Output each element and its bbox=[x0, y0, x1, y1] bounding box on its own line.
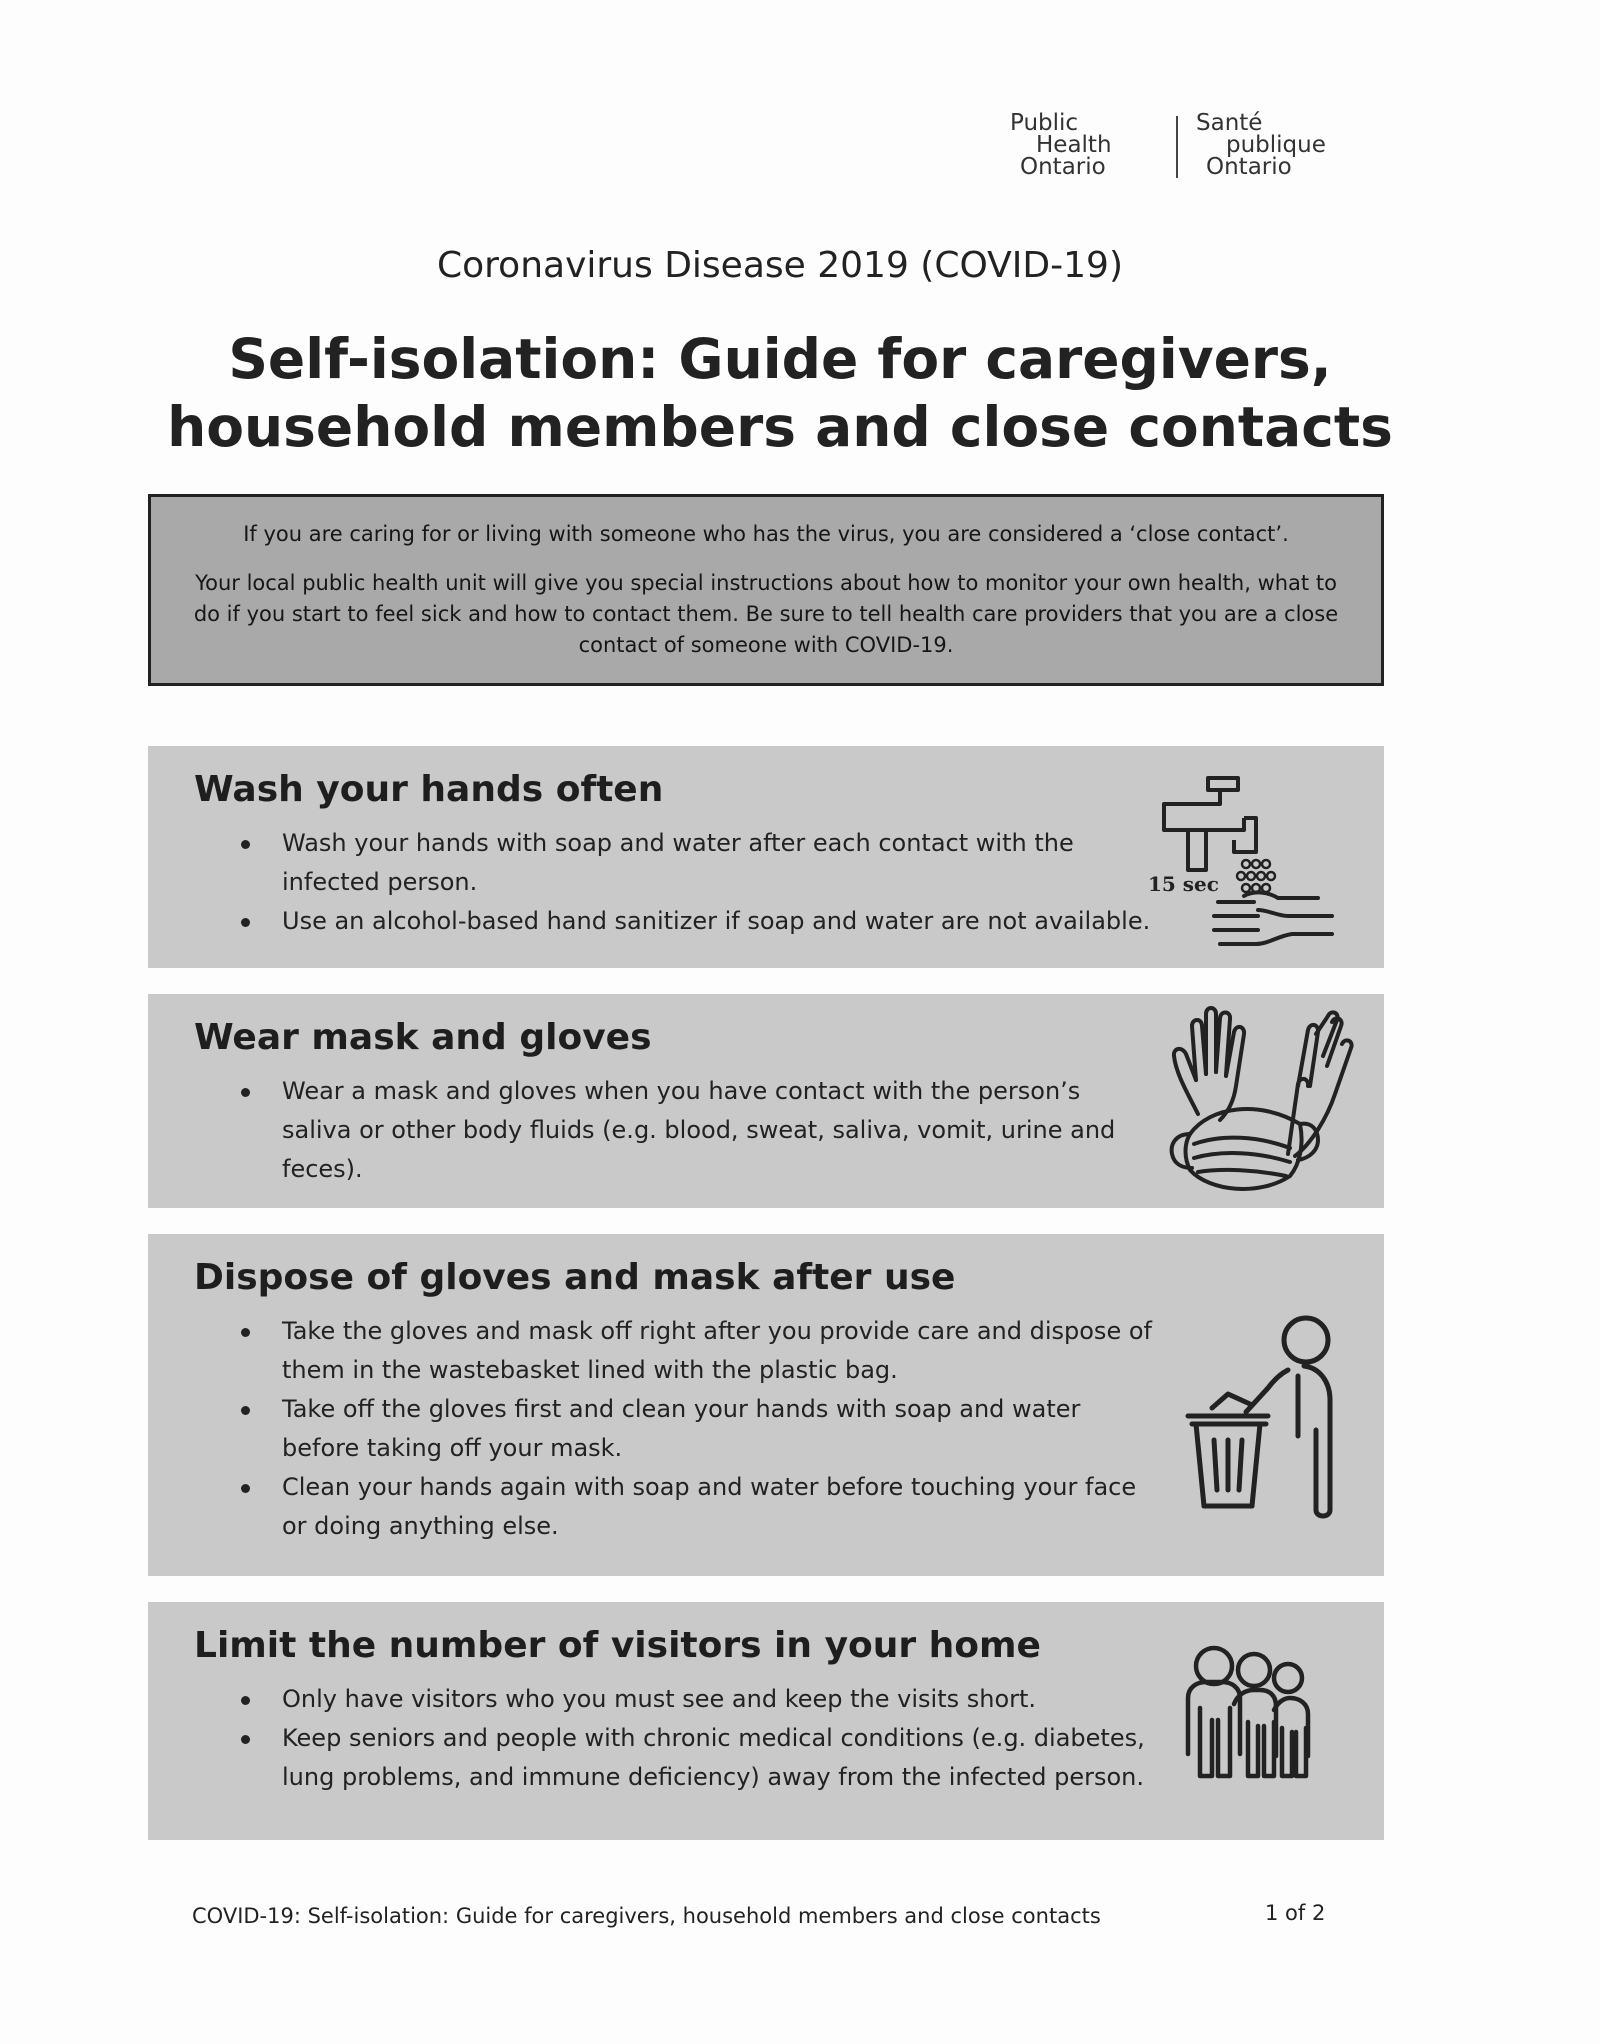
page-number: 1 of 2 bbox=[1265, 1901, 1326, 1925]
list-item: Clean your hands again with soap and water before touching your face or doing anything else. bbox=[282, 1468, 1154, 1546]
bullet-list bbox=[194, 824, 1154, 941]
logo-divider bbox=[1176, 116, 1178, 178]
info-paragraph-1: If you are caring for or living with someone who has the virus, you are considered a ‘close contact’. bbox=[243, 522, 1289, 546]
list-item: Keep seniors and people with chronic medical conditions (e.g. diabetes, lung problems, and immune deficiency) away from the infected person. bbox=[282, 1719, 1154, 1797]
logo-en-line-3: Ontario bbox=[1020, 154, 1106, 180]
logo-french bbox=[1196, 112, 1346, 178]
close-contact-info-box bbox=[148, 494, 1384, 686]
logo-fr-line-3: Ontario bbox=[1206, 154, 1292, 180]
bullet-list bbox=[194, 1680, 1154, 1797]
bullet-list bbox=[194, 1072, 1154, 1189]
public-health-ontario-logo bbox=[1010, 112, 1340, 184]
mask-gloves-icon bbox=[1168, 1004, 1368, 1199]
section-mask-gloves bbox=[148, 994, 1384, 1208]
logo-en-line-2: Health bbox=[1036, 132, 1112, 158]
logo-fr-line-1: Santé bbox=[1196, 110, 1263, 136]
list-item: Take off the gloves first and clean your hands with soap and water before taking off your mask. bbox=[282, 1390, 1154, 1468]
list-item: Only have visitors who you must see and keep the visits short. bbox=[282, 1680, 1154, 1719]
footer-document-title: COVID-19: Self-isolation: Guide for caregivers, household members and close contacts bbox=[192, 1904, 1101, 1928]
section-heading: Limit the number of visitors in your home bbox=[194, 1625, 1041, 1666]
title-line-2: household members and close contacts bbox=[167, 395, 1393, 459]
list-item: Wear a mask and gloves when you have contact with the person’s saliva or other body fluids (e.g. blood, sweat, saliva, vomit, urine and feces). bbox=[282, 1072, 1154, 1189]
section-heading: Wear mask and gloves bbox=[194, 1017, 652, 1058]
section-heading: Dispose of gloves and mask after use bbox=[194, 1257, 956, 1298]
title-line-1: Self-isolation: Guide for caregivers, bbox=[228, 327, 1332, 391]
section-wash-hands bbox=[148, 746, 1384, 968]
timer-label: 15 sec bbox=[1148, 872, 1219, 896]
handwashing-icon bbox=[1148, 764, 1368, 949]
section-heading: Wash your hands often bbox=[194, 769, 664, 810]
document-title bbox=[0, 325, 1560, 461]
document-subtitle: Coronavirus Disease 2019 (COVID-19) bbox=[437, 245, 1123, 286]
section-visitors bbox=[148, 1602, 1384, 1840]
wastebasket-icon bbox=[1178, 1304, 1358, 1534]
bullet-list bbox=[194, 1312, 1154, 1546]
logo-fr-line-2: publique bbox=[1226, 132, 1326, 158]
list-item: Take the gloves and mask off right after you provide care and dispose of them in the wastebasket lined with the plastic bag. bbox=[282, 1312, 1154, 1390]
logo-english bbox=[1010, 112, 1152, 178]
list-item: Wash your hands with soap and water after each contact with the infected person. bbox=[282, 824, 1154, 902]
list-item: Use an alcohol-based hand sanitizer if soap and water are not available. bbox=[282, 902, 1154, 941]
logo-en-line-1: Public bbox=[1010, 110, 1079, 136]
info-paragraph-2: Your local public health unit will give you special instructions about how to monitor your own health, what to do if you start to feel sick and how to contact them. Be sure to tell health care providers that you are a close contact of someone with COVID-19. bbox=[193, 571, 1339, 657]
people-group-icon bbox=[1178, 1644, 1328, 1784]
section-dispose bbox=[148, 1234, 1384, 1576]
